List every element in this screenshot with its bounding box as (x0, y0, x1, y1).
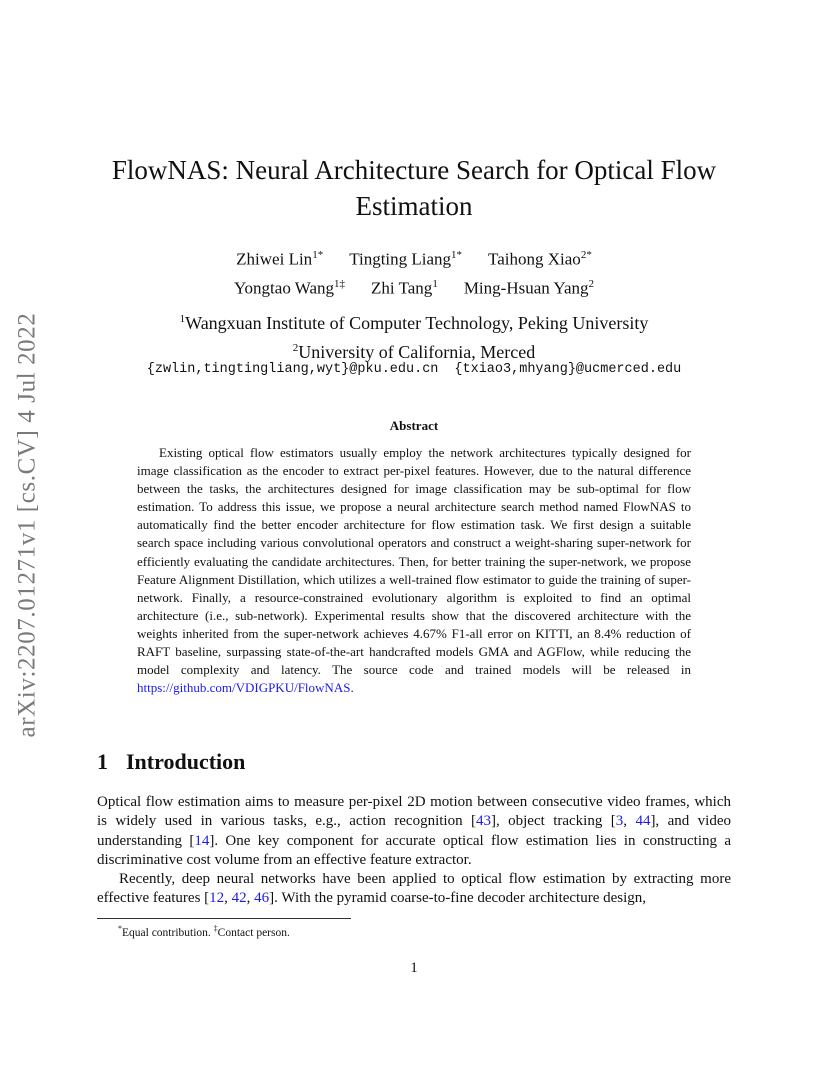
citation-link[interactable]: 44 (635, 813, 651, 830)
arxiv-watermark (4, 300, 50, 750)
author: Taihong Xiao$^{2*}$ (488, 249, 592, 269)
author-row (90, 243, 738, 272)
author: Ming-Hsuan Yang$^2$ (463, 277, 594, 298)
section-heading (97, 749, 245, 775)
section-number: 1 (97, 749, 108, 774)
paper-title: FlowNAS: Neural Architecture Search for Optical Flow Estimation (111, 155, 717, 221)
abstract-heading: Abstract (389, 418, 439, 433)
introduction-text (97, 793, 731, 909)
paragraph: Recently, deep neural networks have been applied to optical flow estimation by extracting more effective features [12, 42, 46]. With the pyramid coarse-to-fine decoder architecture design, (97, 871, 731, 907)
citation-link[interactable]: 3 (615, 813, 624, 830)
author: Tingting Liang$^{1*}$ (349, 249, 463, 269)
citation-link[interactable]: 42 (231, 890, 247, 907)
arxiv-id: arXiv:2207.01271v1 [cs.CV] 4 Jul 2022 (13, 312, 41, 738)
footnote: *Equal contribution. ‡Contact person. (118, 924, 290, 939)
abstract-body: Existing optical flow estimators usually employ the network architectures typically designed for image classification as the encoder to extract per-pixel features. However, due to the natural difference between the tasks, the architectures designed for image classification may be sub-optimal for flow estimation. To address this issue, we propose a neural architecture search method named FlowNAS to automatically find the better encoder architecture for flow estimation task. We first design a suitable search space including various convolutional operators and construct a weight-sharing super-network for efficiently evaluating the candidate architectures. Then, for better training the super-network, we propose Feature Alignment Distillation, which utilizes a well-trained flow estimator to guide the training of super-network. Finally, a resource-constrained evolutionary algorithm is exploited to find an optimal architecture (i.e., sub-network). Experimental results show that the discovered architecture with the weights inherited from the super-network achieves 4.67% F1-all error on KITTI, an 8.4% reduction of RAFT baseline, surpassing state-of-the-art handcrafted models GMA and AGFlow, while reducing the model complexity and latency. The source code and trained models will be released in https://github.com/VDIGPKU/FlowNAS. (137, 445, 691, 696)
author: Zhi Tang$^1$ (371, 277, 438, 298)
citation-link[interactable]: 46 (254, 890, 270, 907)
affiliation: $^1$Wangxuan Institute of Computer Technology, Peking University (179, 313, 649, 333)
author-list (90, 243, 738, 300)
email-list (90, 360, 738, 380)
affiliation: $^2$University of California, Merced (292, 342, 536, 362)
author-row (90, 272, 738, 301)
section-title: Introduction (126, 749, 246, 774)
email: {zwlin,tingtingliang,wyt}@pku.edu.cn (146, 362, 439, 377)
footnote-rule (97, 918, 351, 919)
page-number: 1 (410, 960, 418, 976)
citation-link[interactable]: 43 (475, 813, 491, 830)
author: Yongtao Wang$^{1\ddagger}$ (233, 277, 346, 298)
citation-link[interactable]: 12 (209, 890, 225, 907)
paragraph: Optical flow estimation aims to measure per-pixel 2D motion between consecutive video frames, which is widely used in various tasks, e.g., action recognition [43], object tracking [3, 44], and video understanding [14]. One key component for accurate optical flow estimation lies in constructing a discriminative cost volume from an effective feature extractor. (97, 794, 732, 868)
citation-link[interactable]: 14 (194, 832, 210, 849)
code-link[interactable]: https://github.com/VDIGPKU/FlowNAS (137, 680, 351, 696)
author: Zhiwei Lin$^{1*}$ (236, 249, 324, 269)
email: {txiao3,mhyang}@ucmerced.edu (454, 362, 682, 377)
affiliation-list (90, 307, 738, 365)
